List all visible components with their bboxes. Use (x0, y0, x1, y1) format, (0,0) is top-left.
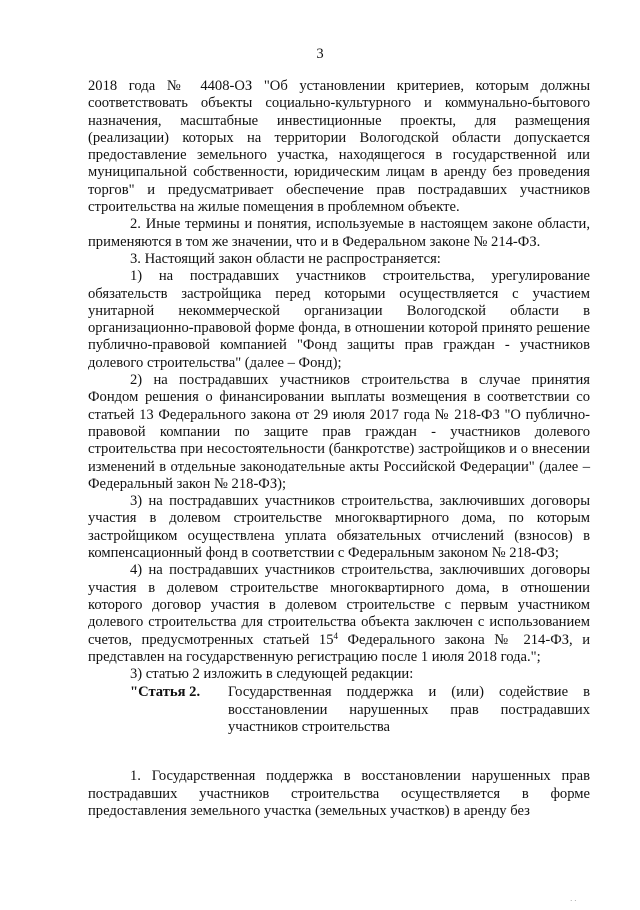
paragraph-terms: 2. Иные термины и понятия, используемые в настоящем законе области, применяются в том же значении, что и в Федеральном законе № 214-ФЗ. (88, 216, 590, 250)
paragraph-support: 1. Государственная поддержка в восстановлении нарушенных прав пострадавших участников строительства осуществляется в форме предоставления земельного участка (земельных участков) в аренду без (88, 768, 590, 819)
page-number: 3 (316, 46, 324, 62)
list-item-3: 3) на пострадавших участников строительства, заключивших договоры участия в долевом строительстве многоквартирного дома, по которым застройщиком осуществлена уплата обязательных отчислений (взносов) в компенсационный фонд в соответствии с Федеральным законом № 218-ФЗ; (88, 493, 590, 562)
spacer (88, 736, 590, 768)
document-body (88, 78, 590, 820)
list-item-2: 2) на пострадавших участников строительства в случае принятия Фондом решения о финансировании выплаты возмещения в соответствии со статьей 13 Федерального закона от 29 июля 2017 года № 218-ФЗ "О публично-правовой компании по защите прав граждан - участников долевого строительства при несостоятельности (банкротстве) застройщиков и о внесении изменений в отдельные законодательные акты Российской Федерации" (далее – Федеральный закон № 218-ФЗ); (88, 372, 590, 492)
article-heading (88, 684, 590, 736)
scan-mark: · · (570, 897, 577, 905)
list-item-4 (88, 562, 590, 666)
paragraph-scope: 3. Настоящий закон области не распространяется: (130, 250, 441, 267)
list-item-1: 1) на пострадавших участников строительства, урегулирование обязательств застройщика перед которыми осуществляется с участием унитарной некоммерческой организации Вологодской области в организационно-правовой форме фонда, в отношении которой принято решение публично-правовой компанией "Фонд защиты прав граждан - участников долевого строительства" (далее – Фонд); (88, 268, 590, 371)
list-item-4-before: 4) на пострадавших участников строительства, заключивших договоры участия в долевом строительстве многоквартирного дома, в отношении которого договор участия в долевом строительстве с первым участником долевого строительства для строительства объекта заключен с использованием счетов, предусмотренных статьей 15 (88, 562, 590, 648)
amendment-item-3: 3) статью 2 изложить в следующей редакции: (130, 666, 414, 683)
list-item-4-after: Федерального закона № 214-ФЗ, и представлен на государственную регистрацию после 1 июля 2018 года."; (88, 631, 591, 665)
article-label: "Статья 2. (130, 684, 201, 701)
article-title: Государственная поддержка и (или) содействие в восстановлении нарушенных прав пострадавших участников строительства (228, 684, 590, 735)
superscript-4: 4 (333, 630, 339, 641)
paragraph-continuation: 2018 года № 4408-ОЗ "Об установлении критериев, которым должны соответствовать объекты социально-культурного и коммунально-бытового назначения, масштабные инвестиционные проекты, для размещения (реализации) которых на территории Вологодской области допускается предоставление земельного участка, находящегося в государственной или муниципальной собственности, юридическим лицам в аренду без проведения торгов" и предусматривает обеспечение прав пострадавших участников строительства на жилые помещения в проблемном объекте. (88, 78, 590, 216)
